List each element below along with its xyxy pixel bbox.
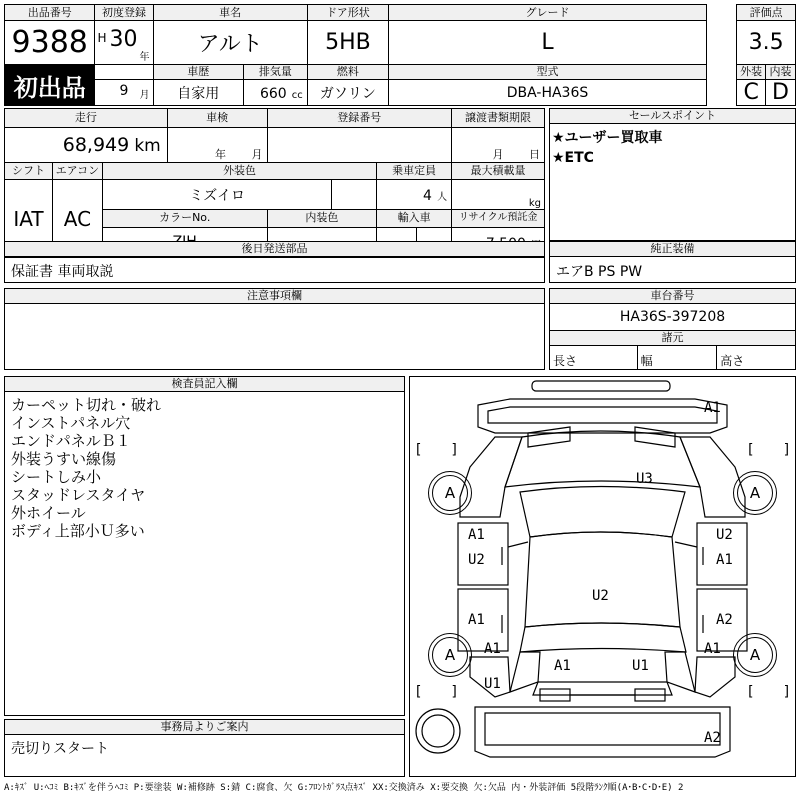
length-label: 長さ — [550, 345, 638, 369]
inspector-notes-section — [4, 376, 405, 716]
exterior-grade: C — [737, 80, 766, 106]
shift-label: シフト — [5, 162, 53, 179]
first-reg-year — [95, 21, 153, 65]
sales-point-section — [549, 108, 796, 241]
capacity-label: 乗車定員 — [377, 162, 452, 179]
color-number-label: カラーNo. — [102, 210, 267, 227]
capacity-unit: 人 — [437, 192, 448, 204]
damage-rear-bumper: A2 — [704, 730, 721, 746]
bracket-right-front: [ ] — [746, 442, 791, 458]
ac-label: エアコン — [52, 162, 102, 179]
notes-section — [4, 288, 545, 370]
notes-label: 注意事項欄 — [5, 289, 544, 304]
max-load: kg — [452, 180, 545, 210]
tire-front-right: A — [733, 471, 777, 515]
capacity-value: 4 — [423, 188, 432, 205]
damage-right-rear-fender: A1 — [704, 641, 721, 657]
transfer-month-unit: 月 — [492, 147, 504, 161]
score: 3.5 — [737, 21, 796, 65]
inspector-note: カーペット切れ・破れ — [11, 396, 162, 414]
first-reg-month — [95, 80, 153, 106]
office-notice-section — [4, 719, 405, 777]
damage-left-front-door-b: U2 — [468, 552, 485, 568]
interior-grade: D — [766, 80, 796, 106]
inspector-note: シートしみ小 — [11, 468, 102, 486]
air-conditioning: AC — [52, 180, 102, 258]
inspector-note: ボディ上部小Ｕ多い — [11, 522, 145, 540]
specs-label: 諸元 — [550, 330, 796, 345]
car-name-label: 車名 — [153, 5, 307, 21]
damage-hood: U3 — [636, 471, 653, 487]
model-code: DBA-HA36S — [389, 80, 707, 106]
genuine-equipment-section — [549, 241, 796, 283]
inspection-year-unit: 年 — [215, 147, 227, 161]
damage-roof: U2 — [592, 588, 609, 604]
damage-left-rear-quarter: U1 — [484, 676, 501, 692]
inspection-month-unit: 月 — [251, 147, 263, 161]
import-label: 輸入車 — [377, 210, 452, 227]
recycle-fee-label: リサイクル預託金 — [452, 210, 545, 227]
genuine-equipment-label: 純正装備 — [550, 242, 795, 257]
displacement-unit: cc — [291, 90, 303, 101]
max-load-label: 最大積載量 — [452, 162, 545, 179]
inspection-label: 車検 — [167, 109, 267, 128]
inspector-notes-label: 検査員記入欄 — [5, 377, 404, 392]
details-table — [4, 108, 545, 258]
exterior-color-extra — [332, 180, 377, 210]
reg-number — [267, 127, 452, 162]
inspection-date — [167, 127, 267, 162]
chassis-number: HA36S-397208 — [550, 304, 796, 330]
damage-tailgate-left: A1 — [554, 658, 571, 674]
sales-point-line-1: ★ユーザー買取車 — [552, 130, 663, 146]
inspector-note: 外装うすい線傷 — [11, 450, 117, 468]
damage-front-bumper: A1 — [704, 400, 721, 416]
transfer-day-unit: 日 — [529, 147, 540, 161]
chassis-table — [549, 288, 796, 370]
reg-month: 9 — [119, 83, 129, 99]
tire-rear-right: A — [733, 633, 777, 677]
door-type: 5HB — [307, 21, 388, 65]
notes-value — [5, 304, 544, 312]
mileage-label: 走行 — [5, 109, 168, 128]
header-table — [4, 4, 796, 106]
interior-color-label: 内装色 — [267, 210, 377, 227]
capacity — [377, 180, 452, 210]
mileage-value: 68,949 — [62, 133, 130, 156]
inspector-note: エンドパネルＢ１ — [11, 432, 131, 450]
displacement-value: 660 — [259, 86, 287, 102]
model-label: 型式 — [389, 65, 707, 80]
inspector-note: インストパネル穴 — [11, 414, 131, 432]
grade-label: グレード — [389, 5, 707, 21]
inspector-note: スタッドレスタイヤ — [11, 486, 146, 504]
genuine-equipment-value: エアB PS PW — [556, 264, 643, 280]
damage-left-rear-door: A1 — [468, 612, 485, 628]
width-label: 幅 — [637, 345, 717, 369]
shift: IAT — [5, 180, 53, 258]
exterior-grade-label: 外装 — [737, 65, 766, 80]
bracket-right-rear: [ ] — [746, 684, 791, 700]
interior-grade-label: 内装 — [766, 65, 796, 80]
damage-right-rear-door: A2 — [716, 612, 733, 628]
era-letter: H — [97, 31, 107, 45]
lot-number-label: 出品番号 — [5, 5, 95, 21]
history-label: 車歴 — [153, 65, 243, 80]
damage-left-front-door-a: A1 — [468, 527, 485, 543]
later-parts-value: 保証書 車両取説 — [11, 264, 114, 280]
car-name: アルト — [153, 21, 307, 65]
reg-year: 30 — [109, 27, 138, 52]
bracket-left-front: [ ] — [414, 442, 459, 458]
score-label: 評価点 — [737, 5, 796, 21]
transfer-deadline-label: 譲渡書類期限 — [452, 109, 545, 128]
bracket-left-rear: [ ] — [414, 684, 459, 700]
first-reg-label: 初度登録 — [95, 5, 153, 21]
tire-front-left: A — [428, 471, 472, 515]
month-unit: 月 — [139, 90, 150, 101]
lot-number: 9388 — [5, 21, 95, 65]
office-notice-value: 売切りスタート — [11, 741, 109, 757]
displacement-label: 排気量 — [243, 65, 307, 80]
reg-number-label: 登録番号 — [267, 109, 452, 128]
later-parts-section — [4, 241, 545, 283]
first-listing-badge: 初出品 — [5, 65, 95, 106]
damage-right-front-door-a: U2 — [716, 527, 733, 543]
car-outline — [410, 377, 795, 776]
fuel-label: 燃料 — [307, 65, 388, 80]
chassis-number-label: 車台番号 — [550, 289, 796, 304]
damage-code-legend: A:ｷｽﾞ U:ﾍｺﾐ B:ｷｽﾞを伴うﾍｺﾐ P:要塗装 W:補修跡 S:錆 C:腐食、欠 G:ﾌﾛﾝﾄｶﾞﾗｽ点ｷｽﾞ XX:交換済み X:要交換 欠:欠品 内・外装評価 5段階ﾗﾝｸ順(A･B･C･D･E) 2 — [4, 783, 684, 793]
damage-tailgate-right: U1 — [632, 658, 649, 674]
displacement — [243, 80, 307, 106]
height-label: 高さ — [717, 345, 796, 369]
inspector-note: 外ホイール — [11, 504, 86, 522]
mileage-unit: km — [134, 135, 161, 156]
history: 自家用 — [153, 80, 243, 106]
door-label: ドア形状 — [307, 5, 388, 21]
sales-point-label: セールスポイント — [550, 109, 795, 124]
exterior-color-label: 外装色 — [102, 162, 376, 179]
fuel: ガソリン — [307, 80, 388, 106]
year-unit: 年 — [139, 52, 150, 63]
transfer-deadline — [452, 127, 545, 162]
exterior-color: ミズイロ — [102, 180, 331, 210]
inspector-notes-list — [5, 392, 404, 544]
tire-rear-left: A — [428, 633, 472, 677]
office-notice-label: 事務局よりご案内 — [5, 720, 404, 735]
mileage — [5, 127, 168, 162]
damage-left-rear-fender: A1 — [484, 641, 501, 657]
grade: L — [389, 21, 707, 65]
damage-diagram — [409, 376, 796, 777]
later-parts-label: 後日発送部品 — [5, 242, 544, 257]
sales-point-line-2: ★ETC — [552, 150, 594, 166]
damage-right-front-door-b: A1 — [716, 552, 733, 568]
